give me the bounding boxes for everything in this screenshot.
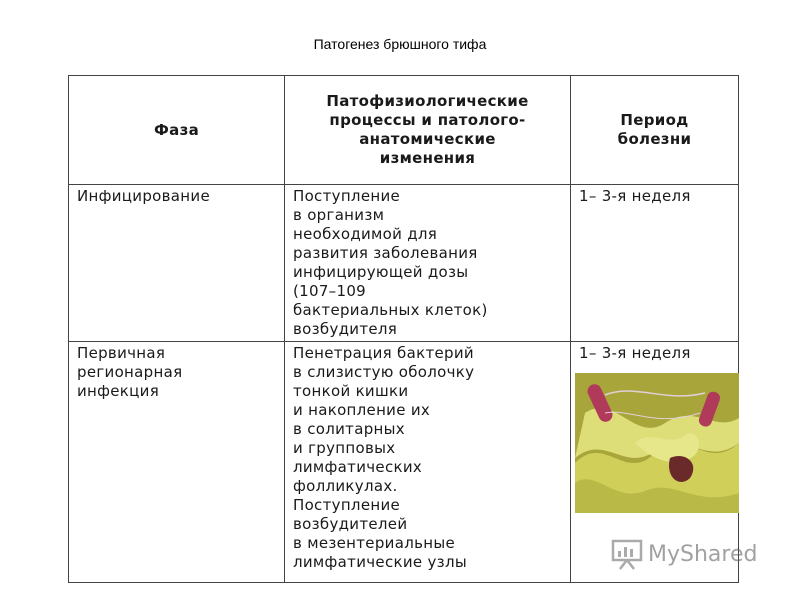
watermark-text: MyShared bbox=[648, 541, 758, 567]
slide-title: Патогенез брюшного тифа bbox=[313, 36, 487, 52]
table-header-row bbox=[69, 76, 739, 185]
cell-period: 1– 3-я неделя bbox=[571, 342, 739, 583]
pathogenesis-table bbox=[68, 75, 739, 583]
cell-process: Поступление в организм необходимой для развития заболевания инфицирующей дозы (107–109 бактериальных клеток) возбудителя bbox=[285, 185, 571, 342]
presentation-board-icon bbox=[610, 538, 644, 570]
cell-phase: Инфицирование bbox=[69, 185, 285, 342]
cell-period: 1– 3-я неделя bbox=[571, 185, 739, 342]
header-period: Период болезни bbox=[571, 76, 739, 185]
bacteria-micrograph-image bbox=[575, 373, 739, 513]
cell-process: Пенетрация бактерий в слизистую оболочку тонкой кишки и накопление их в солитарных и групповых лимфатических фолликулах. Поступление возбудителей в мезентериальные лимфатические узлы bbox=[285, 342, 571, 583]
table-row bbox=[69, 185, 739, 342]
cell-phase: Первичная регионарная инфекция bbox=[69, 342, 285, 583]
watermark bbox=[610, 538, 757, 570]
header-phase: Фаза bbox=[69, 76, 285, 185]
header-processes: Патофизиологические процессы и патолого- анатомические изменения bbox=[285, 76, 571, 185]
